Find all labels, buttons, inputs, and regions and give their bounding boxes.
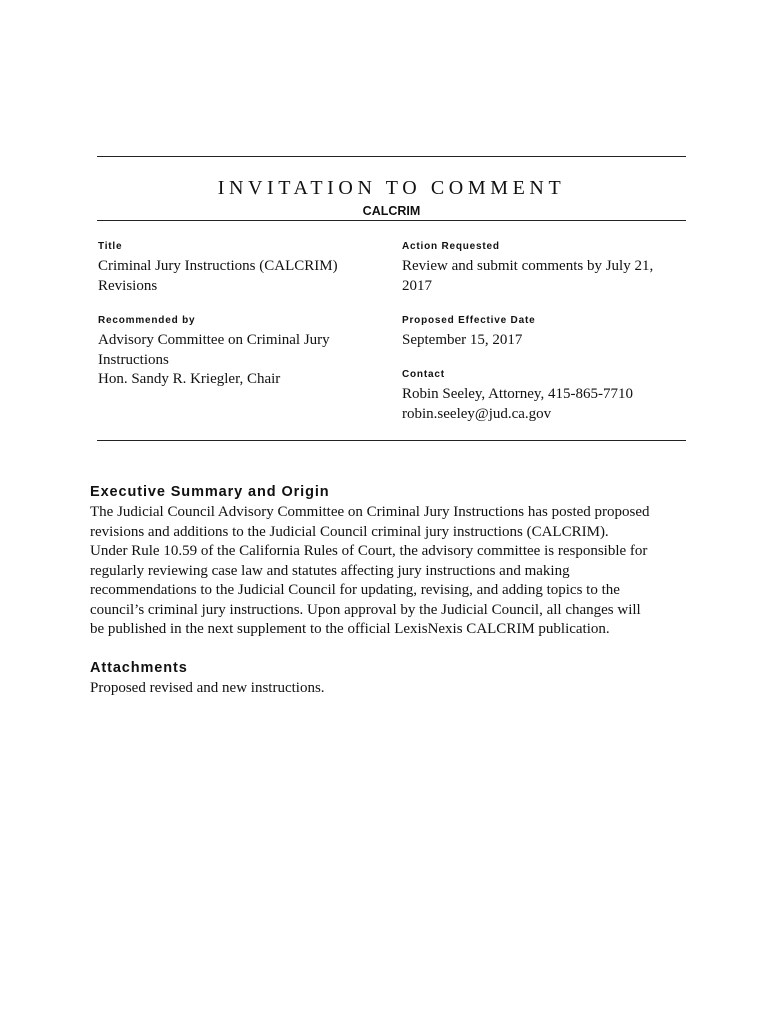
- contact-value: [402, 385, 633, 424]
- header-rule: [97, 220, 686, 221]
- summary-line: be published in the next supplement to the official LexisNexis CALCRIM publication.: [90, 621, 610, 637]
- title-value-line: Criminal Jury Instructions (CALCRIM): [98, 258, 338, 274]
- document-title: INVITATION TO COMMENT: [217, 177, 566, 199]
- effective-date-line: September 15, 2017: [402, 332, 523, 348]
- attachments-heading: Attachments: [90, 660, 188, 676]
- contact-line: Robin Seeley, Attorney, 415-865-7710: [402, 386, 633, 402]
- contact-label: Contact: [402, 369, 445, 380]
- attachment-line: Proposed revised and new instructions.: [90, 680, 325, 696]
- recommended-by-value: [98, 331, 330, 390]
- contact-email[interactable]: robin.seeley@jud.ca.gov: [402, 405, 552, 422]
- summary-line: recommendations to the Judicial Council for updating, revising, and adding topics to the: [90, 582, 620, 598]
- title-value: [98, 257, 338, 296]
- recommended-by-line: Advisory Committee on Criminal Jury: [98, 332, 330, 348]
- action-requested-line: Review and submit comments by July 21,: [402, 258, 654, 274]
- effective-date-label: Proposed Effective Date: [402, 315, 536, 326]
- action-requested-line: 2017: [402, 277, 432, 294]
- fields-bottom-rule: [97, 440, 686, 441]
- action-requested-label: Action Requested: [402, 241, 500, 252]
- executive-summary-heading: Executive Summary and Origin: [90, 484, 330, 500]
- summary-line: regularly reviewing case law and statutes affecting jury instructions and making: [90, 562, 570, 579]
- attachments-body: [90, 679, 690, 699]
- document-subtitle: CALCRIM: [362, 204, 421, 218]
- top-rule: [97, 156, 686, 157]
- summary-line: revisions and additions to the Judicial Council criminal jury instructions (CALCRIM).: [90, 523, 609, 540]
- recommended-by-label: Recommended by: [98, 315, 196, 326]
- recommended-by-line: Hon. Sandy R. Kriegler, Chair: [98, 371, 281, 387]
- summary-line: council’s criminal jury instructions. Upon approval by the Judicial Council, all changes will: [90, 601, 641, 618]
- executive-summary-body: [90, 503, 690, 640]
- title-label: Title: [98, 241, 123, 252]
- action-requested-value: [402, 257, 653, 296]
- recommended-by-line: Instructions: [98, 351, 169, 368]
- summary-line: Under Rule 10.59 of the California Rules of Court, the advisory committee is responsible for: [90, 543, 648, 559]
- effective-date-value: [402, 331, 522, 351]
- summary-line: The Judicial Council Advisory Committee on Criminal Jury Instructions has posted proposed: [90, 504, 650, 520]
- title-value-line: Revisions: [98, 277, 158, 294]
